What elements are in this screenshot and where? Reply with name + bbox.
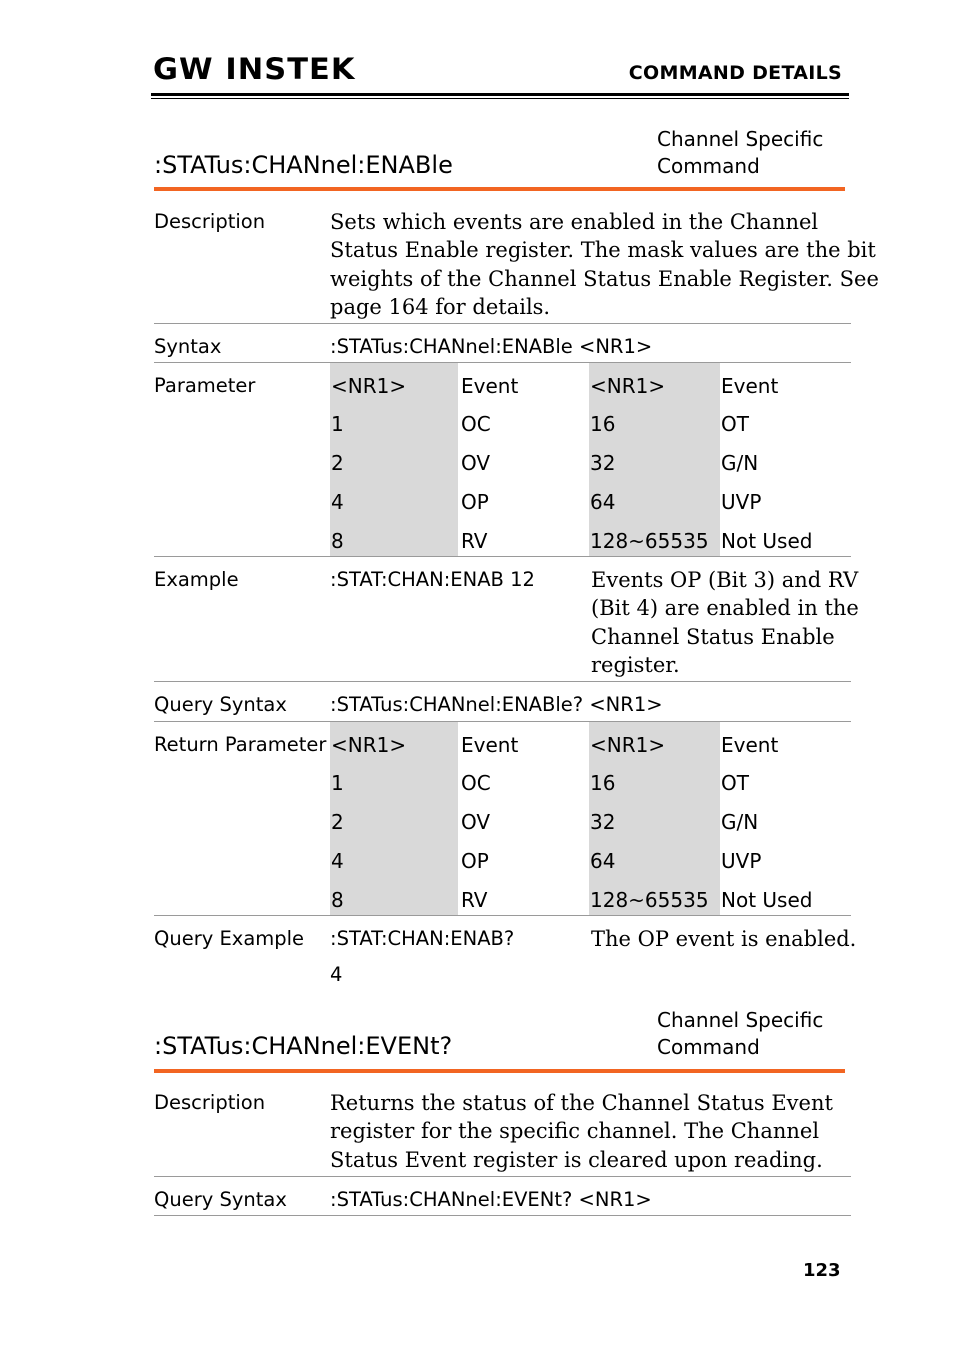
query-syntax-value: :STATus:CHANnel:EVENt? <NR1> <box>330 1188 652 1211</box>
table-cell: 8 <box>331 529 344 553</box>
query-syntax-value: :STATus:CHANnel:ENABle? <NR1> <box>330 693 663 716</box>
table-cell: OC <box>461 771 491 795</box>
table-cell: OT <box>721 412 749 436</box>
example-line: Channel Status Enable <box>591 624 835 649</box>
table-header: Event <box>461 733 519 757</box>
page-number: 123 <box>803 1260 841 1281</box>
description-line: weights of the Channel Status Enable Register. See <box>330 266 879 291</box>
description-label: Description <box>154 210 266 233</box>
example-line: Events OP (Bit 3) and RV <box>591 568 859 592</box>
query-example-label: Query Example <box>154 927 305 950</box>
command-title-event: :STATus:CHANnel:EVENt? <box>154 1032 453 1060</box>
description-line: Returns the status of the Channel Status Event <box>330 1091 833 1115</box>
table-cell: OP <box>461 849 489 873</box>
brand-logo: GW INSTEK <box>153 52 356 86</box>
table-cell: RV <box>461 888 488 912</box>
query-example-command: :STAT:CHAN:ENAB? <box>330 927 515 950</box>
table-header: Event <box>721 733 779 757</box>
row-divider <box>154 323 851 324</box>
description-line: register for the specific channel. The Channel <box>330 1119 820 1144</box>
row-divider <box>154 556 851 557</box>
table-header: <NR1> <box>331 733 407 757</box>
table-cell: 32 <box>590 451 616 475</box>
header-rule <box>151 93 849 96</box>
syntax-value: :STATus:CHANnel:ENABle <NR1> <box>330 335 653 358</box>
description-label: Description <box>154 1091 266 1114</box>
table-cell: 4 <box>331 490 344 514</box>
table-header: <NR1> <box>590 733 666 757</box>
parameter-table <box>330 363 851 556</box>
query-syntax-label: Query Syntax <box>154 1188 287 1211</box>
command-rule <box>154 187 845 191</box>
description-text <box>330 1089 833 1174</box>
description-line: Sets which events are enabled in the Channel <box>330 210 819 234</box>
table-cell: OV <box>461 810 491 834</box>
table-cell: 16 <box>590 771 616 795</box>
section-title: COMMAND DETAILS <box>628 62 842 84</box>
table-cell: OP <box>461 490 489 514</box>
query-syntax-label: Query Syntax <box>154 693 287 716</box>
table-header: Event <box>461 374 519 398</box>
table-cell: 64 <box>590 490 616 514</box>
table-cell: OT <box>721 771 749 795</box>
table-cell: 8 <box>331 888 344 912</box>
example-description <box>591 566 859 680</box>
table-header: <NR1> <box>590 374 666 398</box>
row-divider <box>154 681 851 682</box>
table-cell: 4 <box>331 849 344 873</box>
table-cell: Not Used <box>721 888 813 912</box>
command-type-line2: Command <box>657 154 760 178</box>
table-cell: G/N <box>721 451 759 475</box>
header-rule-thin <box>151 98 849 99</box>
table-cell: 128~65535 <box>590 888 709 912</box>
table-cell: 128~65535 <box>590 529 709 553</box>
command-type-line2: Command <box>657 1035 760 1059</box>
return-parameter-label: Return Parameter <box>154 733 327 756</box>
table-cell: 16 <box>590 412 616 436</box>
query-example-description: The OP event is enabled. <box>591 927 857 951</box>
command-type-line1: Channel Specific <box>657 127 824 151</box>
example-label: Example <box>154 568 239 591</box>
table-cell: 2 <box>331 451 344 475</box>
command-rule <box>154 1069 845 1073</box>
description-line: page 164 for details. <box>330 295 551 320</box>
table-cell: UVP <box>721 490 762 514</box>
command-type-line1: Channel Specific <box>657 1008 824 1032</box>
row-divider <box>154 915 851 916</box>
table-cell: Not Used <box>721 529 813 553</box>
syntax-label: Syntax <box>154 335 222 358</box>
description-text <box>330 208 879 322</box>
table-header: <NR1> <box>331 374 407 398</box>
row-divider <box>154 1215 851 1216</box>
table-cell: 2 <box>331 810 344 834</box>
return-parameter-table <box>330 722 851 915</box>
table-cell: 1 <box>331 771 344 795</box>
table-cell: UVP <box>721 849 762 873</box>
table-cell: OC <box>461 412 491 436</box>
parameter-label: Parameter <box>154 374 256 397</box>
example-line: (Bit 4) are enabled in the <box>591 596 859 621</box>
table-cell: 32 <box>590 810 616 834</box>
query-example-return: 4 <box>330 963 343 986</box>
example-command: :STAT:CHAN:ENAB 12 <box>330 568 535 591</box>
description-line: Status Enable register. The mask values are the bit <box>330 238 876 263</box>
table-cell: 1 <box>331 412 344 436</box>
table-cell: G/N <box>721 810 759 834</box>
table-cell: OV <box>461 451 491 475</box>
command-title-enable: :STATus:CHANnel:ENABle <box>154 151 453 179</box>
row-divider <box>154 1176 851 1177</box>
example-line: register. <box>591 653 680 678</box>
description-line: Status Event register is cleared upon reading. <box>330 1147 823 1172</box>
table-cell: 64 <box>590 849 616 873</box>
table-header: Event <box>721 374 779 398</box>
table-cell: RV <box>461 529 488 553</box>
